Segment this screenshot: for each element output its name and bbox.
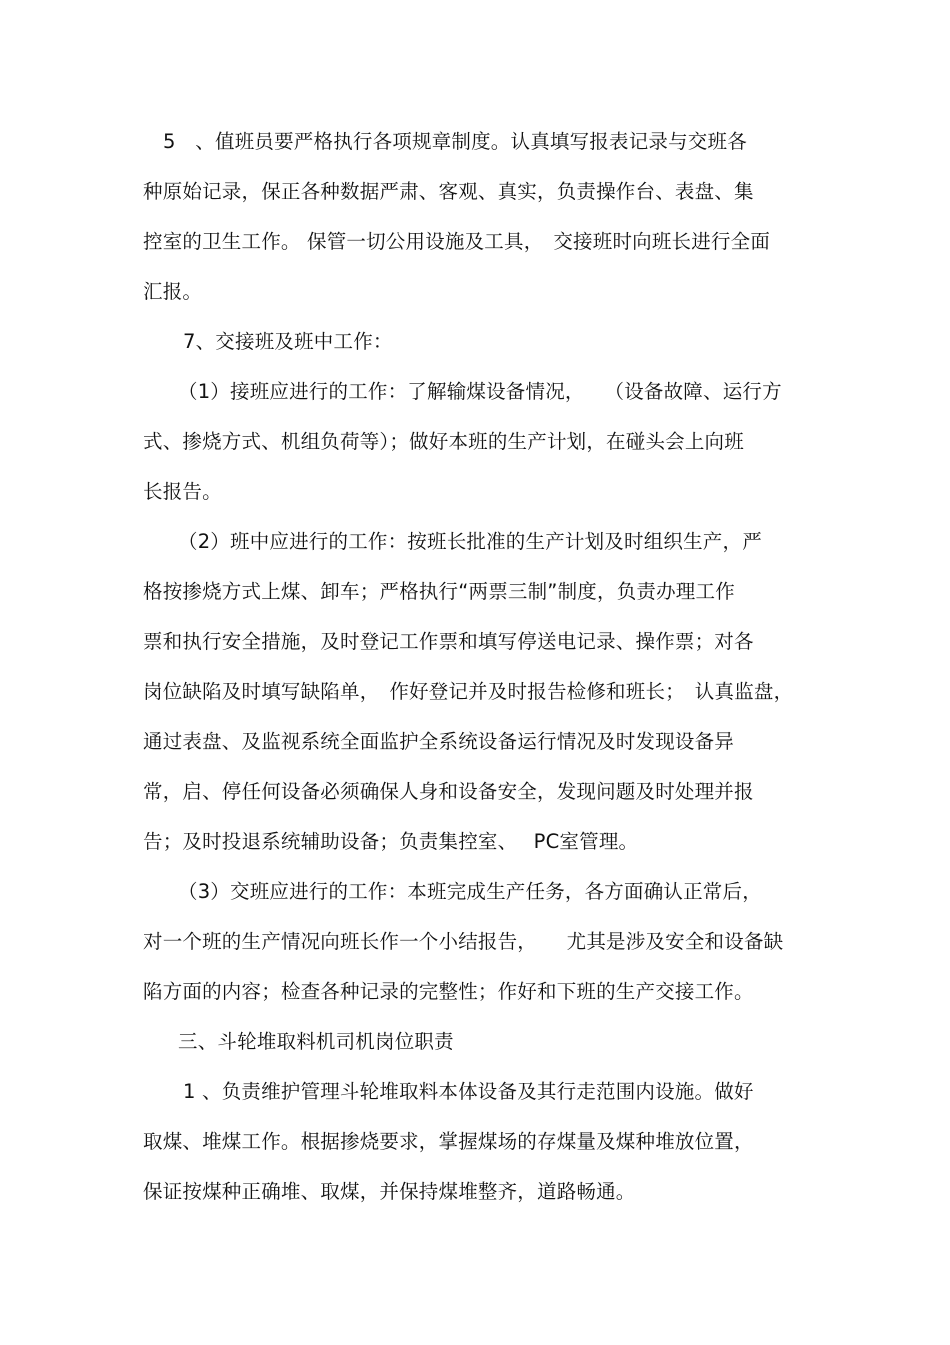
paragraph-line: 5 、值班员要严格执行各项规章制度。认真填写报表记录与交班各 — [163, 130, 747, 153]
paragraph-line: 格按掺烧方式上煤、卸车；严格执行“两票三制”制度，负责办理工作 — [143, 580, 735, 603]
paragraph-line: 种原始记录，保正各种数据严肃、客观、真实，负责操作台、表盘、集 — [143, 180, 754, 203]
paragraph-line: 汇报。 — [143, 280, 203, 303]
section-heading: 三、斗轮堆取料机司机岗位职责 — [178, 1030, 454, 1053]
paragraph-line: 告；及时投退系统辅助设备；负责集控室、 PC室管理。 — [143, 830, 639, 853]
paragraph-line: （3）交班应进行的工作：本班完成生产任务，各方面确认正常后， — [178, 880, 762, 903]
paragraph-line: 岗位缺陷及时填写缺陷单， 作好登记并及时报告检修和班长； 认真监盘， — [143, 680, 794, 703]
paragraph-line: 票和执行安全措施，及时登记工作票和填写停送电记录、操作票；对各 — [143, 630, 754, 653]
paragraph-line: 通过表盘、及监视系统全面监护全系统设备运行情况及时发现设备异 — [143, 730, 735, 753]
paragraph-line: 控室的卫生工作。 保管一切公用设施及工具， 交接班时向班长进行全面 — [143, 230, 771, 253]
paragraph-line: 常，启、停任何设备必须确保人身和设备安全，发现问题及时处理并报 — [143, 780, 754, 803]
paragraph-line: 1 、负责维护管理斗轮堆取料本体设备及其行走范围内设施。做好 — [183, 1080, 754, 1103]
paragraph-line: （2）班中应进行的工作：按班长批准的生产计划及时组织生产，严 — [178, 530, 762, 553]
paragraph-line: 对一个班的生产情况向班长作一个小结报告， 尤其是涉及安全和设备缺 — [143, 930, 784, 953]
paragraph-line: 取煤、堆煤工作。根据掺烧要求，掌握煤场的存煤量及煤种堆放位置， — [143, 1130, 754, 1153]
paragraph-line: 保证按煤种正确堆、取煤，并保持煤堆整齐，道路畅通。 — [143, 1180, 636, 1203]
paragraph-line: 7、交接班及班中工作： — [183, 330, 393, 353]
paragraph-line: （1）接班应进行的工作：了解输煤设备情况， （设备故障、运行方 — [178, 380, 782, 403]
paragraph-line: 式、掺烧方式、机组负荷等）；做好本班的生产计划，在碰头会上向班 — [143, 430, 744, 453]
paragraph-line: 陷方面的内容；检查各种记录的完整性；作好和下班的生产交接工作。 — [143, 980, 754, 1003]
paragraph-line: 长报告。 — [143, 480, 222, 503]
